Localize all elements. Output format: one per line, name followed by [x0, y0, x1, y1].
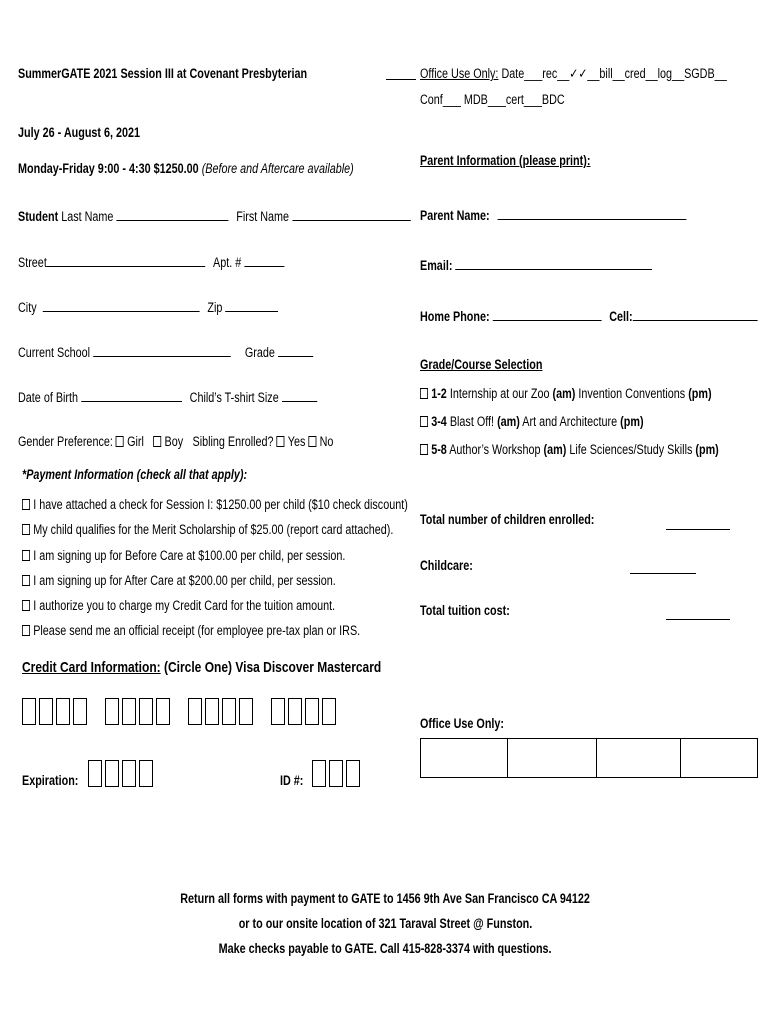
payment-checkbox[interactable]	[22, 575, 30, 586]
course-am: (am)	[497, 414, 520, 429]
course-grade: 1-2	[431, 386, 447, 401]
childcare-label: Childcare:	[420, 558, 473, 573]
office-use-cell	[508, 739, 597, 777]
school-label: Current School	[18, 345, 91, 360]
office-use-top	[420, 66, 727, 82]
last-name-field[interactable]	[116, 208, 228, 221]
cell-field[interactable]	[633, 308, 758, 321]
home-phone-field[interactable]	[493, 308, 602, 321]
payment-checkbox[interactable]	[22, 625, 30, 636]
course-pm-name: Art and Architecture	[522, 414, 618, 429]
email-label: Email:	[420, 258, 453, 273]
footer-text: Make checks payable to GATE. Call 415-828-3374 with questions.	[218, 941, 552, 956]
payment-option-label: My child qualifies for the Merit Scholarship of $25.00 (report card attached).	[33, 522, 394, 537]
payment-checkbox[interactable]	[22, 524, 30, 535]
payment-option-label: I am signing up for After Care at $200.00 per child, per session.	[33, 573, 336, 588]
grade-field[interactable]	[278, 344, 313, 357]
gender-row	[18, 434, 333, 450]
parent-name-row	[420, 207, 686, 224]
course-checkbox[interactable]	[420, 388, 428, 399]
footer-line-1	[0, 891, 770, 906]
cell-label: Cell:	[609, 309, 633, 324]
student-label: Student	[18, 209, 59, 224]
form-title: SummerGATE 2021 Session III at Covenant Presbyterian	[18, 66, 308, 81]
parent-heading: Parent Information (please print):	[420, 153, 591, 168]
session-dates: July 26 - August 6, 2021	[18, 125, 141, 140]
street-row	[18, 254, 284, 271]
payment-checkbox[interactable]	[22, 499, 30, 510]
phone-row	[420, 308, 757, 325]
schedule-line	[18, 161, 354, 177]
payment-option-label: I have attached a check for Session I: $1250.00 per child ($10 check discount)	[33, 497, 408, 512]
payment-option	[22, 522, 393, 538]
course-pm-name: Life Sciences/Study Skills	[569, 442, 693, 457]
boy-checkbox[interactable]	[153, 436, 161, 447]
yes-label: Yes	[287, 434, 306, 449]
gender-label: Gender Preference:	[18, 434, 113, 449]
zip-field[interactable]	[225, 299, 278, 312]
no-label: No	[319, 434, 334, 449]
payment-option-label: Please send me an official receipt (for employee pre-tax plan or IRS.	[33, 623, 361, 638]
payment-option	[22, 623, 360, 639]
course-option	[420, 442, 719, 458]
course-pm: (pm)	[688, 386, 712, 401]
office-use-cell	[597, 739, 681, 777]
course-option	[420, 414, 644, 430]
apt-field[interactable]	[244, 254, 284, 267]
office-use-cell	[421, 739, 508, 777]
course-grade: 3-4	[431, 414, 447, 429]
girl-label: Girl	[127, 434, 144, 449]
first-name-label: First Name	[236, 209, 290, 224]
office-use-top-line2: Conf___ MDB___cert___BDC	[420, 92, 565, 107]
student-name-row	[18, 208, 410, 225]
dob-field[interactable]	[81, 389, 182, 402]
school-field[interactable]	[93, 344, 231, 357]
schedule-hours: Monday-Friday 9:00 - 4:30 $1250.00	[18, 161, 199, 176]
course-pm: (pm)	[620, 414, 644, 429]
payment-checkbox[interactable]	[22, 550, 30, 561]
yes-checkbox[interactable]	[277, 436, 285, 447]
id-boxes[interactable]	[312, 760, 360, 787]
tshirt-label: Child’s T-shirt Size	[189, 390, 279, 405]
school-row	[18, 344, 313, 361]
course-pm-name: Invention Conventions	[578, 386, 686, 401]
city-field[interactable]	[43, 299, 200, 312]
grade-label: Grade	[244, 345, 275, 360]
course-heading: Grade/Course Selection	[420, 357, 543, 372]
email-field[interactable]	[455, 257, 652, 270]
payment-option-label: I authorize you to charge my Credit Card for the tuition amount.	[33, 598, 336, 613]
office-use-top-label: Office Use Only:	[420, 66, 499, 81]
no-checkbox[interactable]	[308, 436, 316, 447]
course-am-name: Blast Off!	[449, 414, 495, 429]
children-total-field[interactable]	[666, 529, 730, 530]
course-am: (am)	[543, 442, 567, 457]
tuition-total-field[interactable]	[666, 619, 730, 620]
payment-option-label: I am signing up for Before Care at $100.00 per child, per session.	[33, 548, 346, 563]
credit-card-label: Credit Card Information:	[22, 659, 161, 676]
card-type-options: (Circle One) Visa Discover Mastercard	[164, 659, 382, 676]
course-pm: (pm)	[695, 442, 719, 457]
children-total-label: Total number of children enrolled:	[420, 512, 595, 527]
payment-checkbox[interactable]	[22, 600, 30, 611]
office-use-top-line1: Date___rec__✓✓__bill__cred__log__SGDB__	[501, 66, 727, 81]
payment-option	[22, 548, 345, 564]
home-phone-label: Home Phone:	[420, 309, 490, 324]
tuition-total-label: Total tuition cost:	[420, 603, 510, 618]
payment-option	[22, 497, 408, 513]
expiration-boxes[interactable]	[88, 760, 153, 787]
course-am: (am)	[552, 386, 576, 401]
tshirt-field[interactable]	[282, 389, 317, 402]
girl-checkbox[interactable]	[116, 436, 124, 447]
course-checkbox[interactable]	[420, 444, 428, 455]
dob-label: Date of Birth	[18, 390, 79, 405]
credit-card-row	[22, 659, 381, 677]
footer-line-3	[0, 941, 770, 956]
payment-heading: *Payment Information (check all that apply):	[22, 467, 248, 482]
course-grade: 5-8	[431, 442, 447, 457]
boy-label: Boy	[164, 434, 184, 449]
course-checkbox[interactable]	[420, 416, 428, 427]
apt-label: Apt. #	[213, 255, 242, 270]
payment-option	[22, 598, 335, 614]
footer-text: Return all forms with payment to GATE to 1456 9th Ave San Francisco CA 94122	[180, 891, 590, 906]
sibling-label: Sibling Enrolled?	[192, 434, 274, 449]
expiration-label: Expiration:	[22, 773, 79, 788]
course-am-name: Author’s Workshop	[449, 442, 541, 457]
city-row	[18, 299, 278, 316]
first-name-field[interactable]	[292, 208, 410, 221]
street-label: Street	[18, 255, 47, 270]
schedule-note: (Before and Aftercare available)	[201, 161, 354, 176]
zip-label: Zip	[207, 300, 223, 315]
course-am-name: Internship at our Zoo	[449, 386, 550, 401]
card-number-boxes[interactable]	[22, 698, 336, 725]
dob-row	[18, 389, 317, 406]
footer-text: or to our onsite location of 321 Taraval Street @ Funston.	[238, 916, 532, 931]
office-use-table	[420, 738, 758, 778]
id-label: ID #:	[280, 773, 304, 788]
parent-name-field[interactable]	[497, 207, 686, 220]
parent-name-label: Parent Name:	[420, 208, 490, 223]
payment-option	[22, 573, 336, 589]
office-top-rule	[386, 79, 416, 80]
email-row	[420, 257, 652, 274]
office-use-cell	[681, 739, 757, 777]
course-option	[420, 386, 712, 402]
last-name-label: Last Name	[61, 209, 114, 224]
street-field[interactable]	[47, 254, 205, 267]
office-use-bottom-label: Office Use Only:	[420, 716, 505, 731]
footer-line-2	[0, 916, 770, 931]
city-label: City	[18, 300, 37, 315]
childcare-field[interactable]	[630, 573, 696, 574]
